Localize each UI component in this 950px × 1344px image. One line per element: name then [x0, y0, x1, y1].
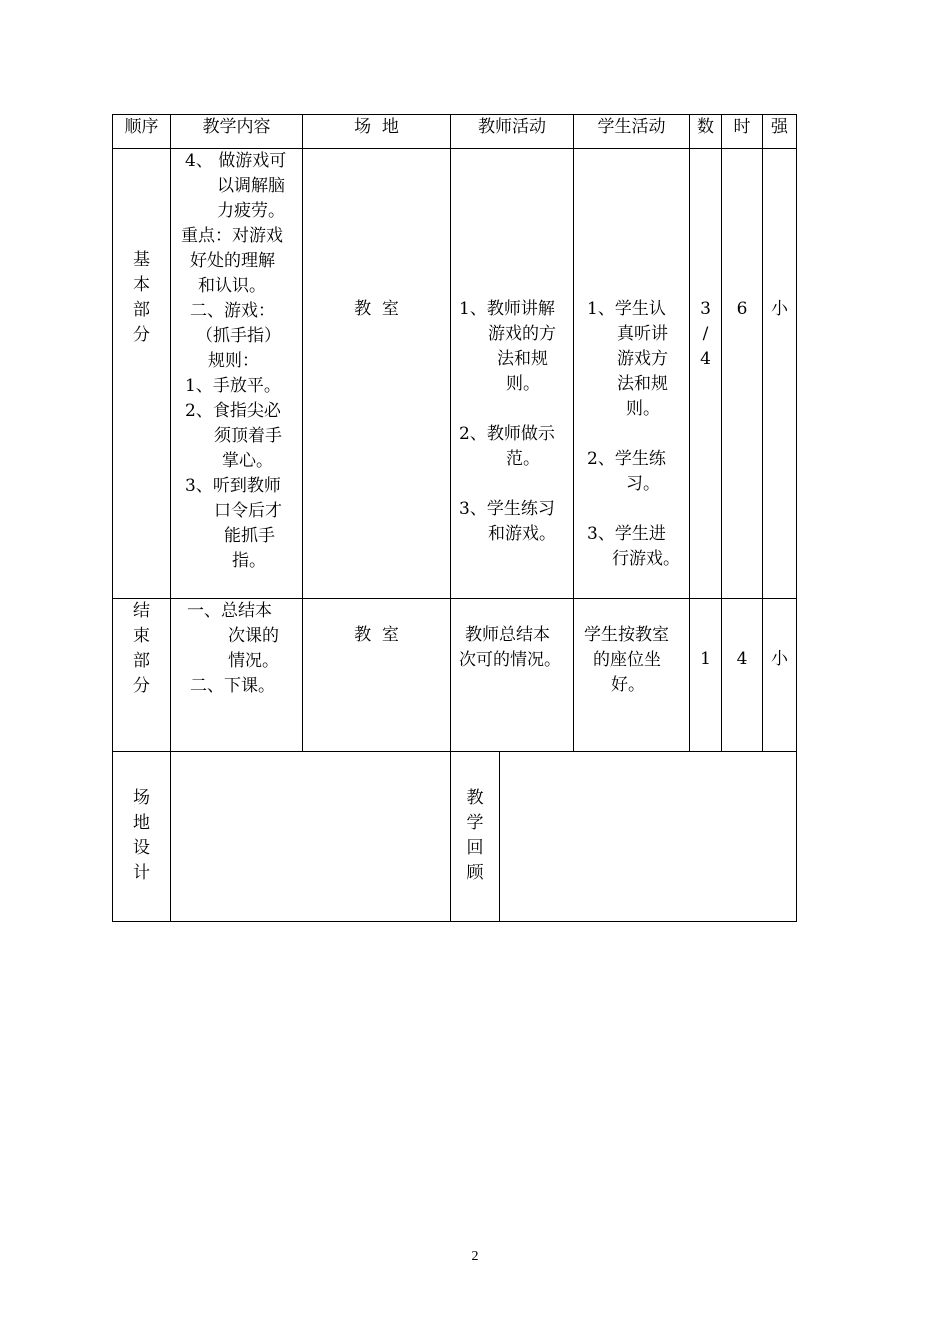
header-intensity: 强: [763, 115, 797, 149]
venue-design-label: 场 地 设 计: [113, 752, 171, 922]
basic-section-label: 基 本 部 分: [113, 149, 171, 599]
basic-intensity: 小: [763, 149, 797, 599]
header-time: 时: [722, 115, 763, 149]
ending-venue: 教 室: [303, 599, 451, 752]
header-row: [113, 115, 797, 149]
ending-student-activity: 学生按教室 的座位坐 好。: [574, 599, 690, 752]
header-count: 数: [690, 115, 722, 149]
lesson-plan-table: [112, 114, 797, 922]
teaching-review-label: 教 学 回 顾: [451, 752, 500, 922]
header-venue: 场 地: [303, 115, 451, 149]
page-number: 2: [471, 1249, 479, 1264]
ending-section-row: [113, 599, 797, 752]
basic-count: 3 / 4: [690, 149, 722, 599]
basic-content-cell: 4、 做游戏可 以调解脑 力疲劳。 重点：对游戏 好处的理解 和认识。 二、游戏： （抓手指） 规则： 1、手放平。 2、食指尖必 须顶着手 掌心。 3、听到教师 口令后才 能抓手 指。: [171, 149, 303, 599]
ending-time: 4: [722, 599, 763, 752]
header-order: 顺序: [113, 115, 171, 149]
ending-intensity: 小: [763, 599, 797, 752]
ending-section-label: 结 束 部 分: [113, 599, 171, 752]
ending-count: 1: [690, 599, 722, 752]
basic-student-activity: 1、学生认 真听讲 游戏方 法和规 则。 2、学生练 习。 3、学生进 行游戏。: [574, 149, 690, 599]
teaching-review-area: [500, 752, 797, 922]
basic-venue: 教 室: [303, 149, 451, 599]
venue-design-area: [171, 752, 451, 922]
header-content: 教学内容: [171, 115, 303, 149]
ending-content-cell: 一、总结本 次课的 情况。 二、下课。: [171, 599, 303, 752]
basic-teacher-activity: 1、教师讲解 游戏的方 法和规 则。 2、教师做示 范。 3、学生练习 和游戏。: [451, 149, 574, 599]
basic-time: 6: [722, 149, 763, 599]
ending-teacher-activity: 教师总结本 次可的情况。: [451, 599, 574, 752]
header-teacher-activity: 教师活动: [451, 115, 574, 149]
header-student-activity: 学生活动: [574, 115, 690, 149]
basic-section-row: [113, 149, 797, 599]
footer-row: [113, 752, 797, 922]
